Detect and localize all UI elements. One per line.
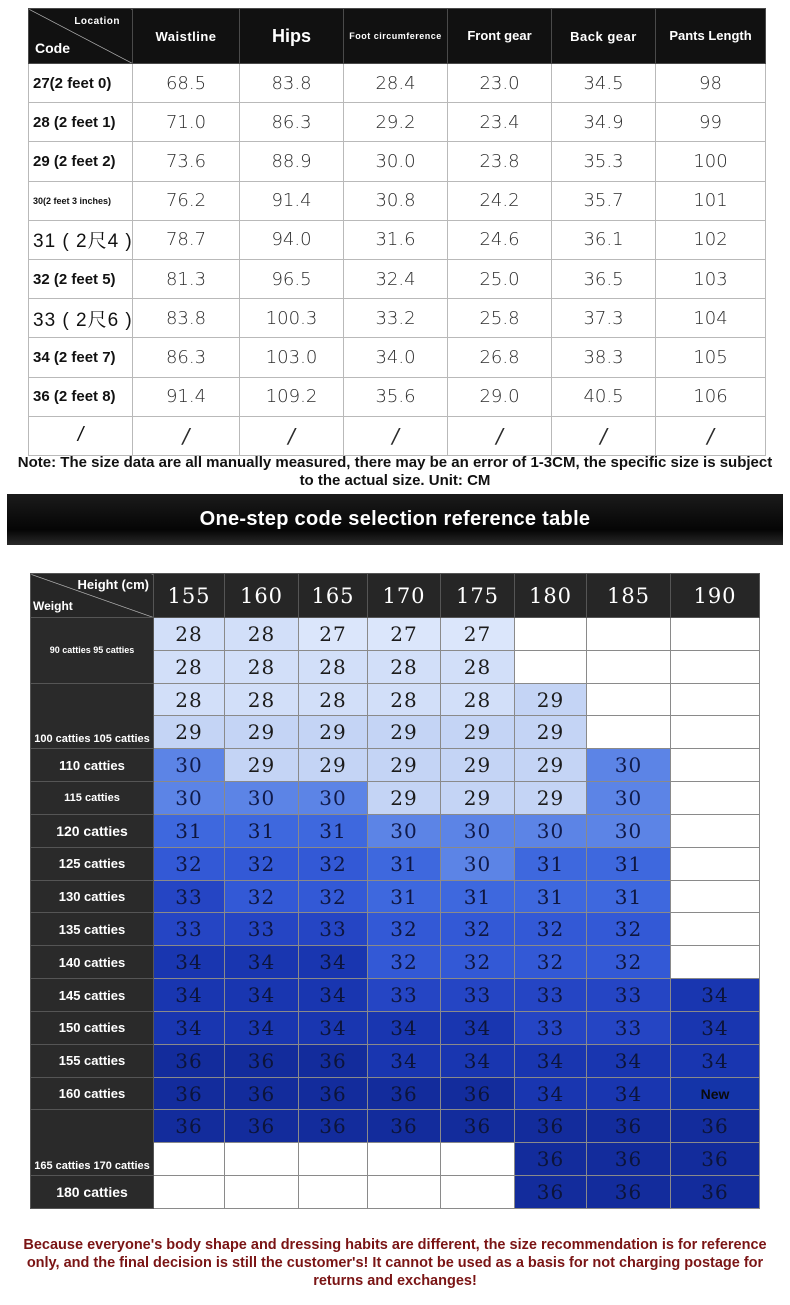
size-recommendation-cell: 32: [587, 946, 671, 979]
size-recommendation-cell: 32: [368, 946, 441, 979]
weight-label-115: 115 catties: [31, 782, 154, 815]
size-recommendation-cell: 36: [587, 1143, 671, 1176]
size-recommendation-cell: 36: [515, 1176, 587, 1209]
size-row: [29, 299, 766, 338]
size-recommendation-cell: [671, 880, 760, 913]
size-row: [29, 64, 766, 103]
size-recommendation-cell: 36: [368, 1077, 441, 1110]
weight-label-135: 135 catties: [31, 913, 154, 946]
size-recommendation-cell: 34: [368, 1044, 441, 1077]
size-recommendation-cell: 30: [154, 749, 225, 782]
size-recommendation-cell: [671, 814, 760, 847]
size-recommendation-cell: 36: [441, 1110, 515, 1143]
size-value-cell: 83.8: [133, 299, 240, 338]
size-recommendation-cell: 29: [441, 716, 515, 749]
height-header-180: 180: [515, 574, 587, 618]
height-label: Height (cm): [77, 577, 149, 592]
size-recommendation-cell: 30: [441, 847, 515, 880]
grid-row: [31, 946, 760, 979]
size-code-cell: 32 (2 feet 5): [29, 259, 133, 298]
weight-label-130: 130 catties: [31, 880, 154, 913]
size-value-cell: 29.0: [448, 377, 552, 416]
size-recommendation-cell: 34: [154, 979, 225, 1012]
weight-label-90: 90 catties 95 catties: [31, 618, 154, 684]
size-recommendation-cell: 29: [441, 782, 515, 815]
size-recommendation-cell: [671, 618, 760, 651]
code-label: Code: [35, 40, 70, 56]
size-recommendation-cell: 29: [368, 749, 441, 782]
size-row: [29, 181, 766, 220]
size-value-cell: /: [448, 416, 552, 455]
size-recommendation-cell: [671, 749, 760, 782]
weight-label-125: 125 catties: [31, 847, 154, 880]
height-header-185: 185: [587, 574, 671, 618]
weight-label-100: 100 catties 105 catties: [31, 683, 154, 749]
size-recommendation-cell: 31: [441, 880, 515, 913]
size-recommendation-cell: 33: [154, 880, 225, 913]
size-value-cell: /: [656, 416, 766, 455]
size-recommendation-cell: 34: [154, 1011, 225, 1044]
height-header-155: 155: [154, 574, 225, 618]
size-value-cell: 86.3: [133, 338, 240, 377]
header-front-gear: Front gear: [448, 9, 552, 64]
size-value-cell: 103.0: [240, 338, 344, 377]
size-recommendation-cell: [299, 1176, 368, 1209]
size-code-cell: 36 (2 feet 8): [29, 377, 133, 416]
size-recommendation-cell: 32: [368, 913, 441, 946]
size-value-cell: 24.6: [448, 220, 552, 259]
header-pants-length: Pants Length: [656, 9, 766, 64]
size-code-cell: 30(2 feet 3 inches): [29, 181, 133, 220]
size-recommendation-cell: 36: [515, 1143, 587, 1176]
grid-row: [31, 979, 760, 1012]
size-recommendation-cell: 28: [299, 683, 368, 716]
size-recommendation-cell: 28: [154, 650, 225, 683]
size-recommendation-cell: 31: [515, 880, 587, 913]
size-recommendation-cell: 30: [515, 814, 587, 847]
size-value-cell: 73.6: [133, 142, 240, 181]
size-recommendation-cell: 31: [515, 847, 587, 880]
size-code-cell: 31 ( 2尺4 ): [29, 220, 133, 259]
size-value-cell: 31.6: [344, 220, 448, 259]
size-row: [29, 142, 766, 181]
size-value-cell: 32.4: [344, 259, 448, 298]
size-recommendation-cell: [671, 716, 760, 749]
size-row: [29, 377, 766, 416]
size-recommendation-cell: 33: [587, 1011, 671, 1044]
size-value-cell: 35.3: [552, 142, 656, 181]
size-recommendation-cell: [587, 650, 671, 683]
grid-row: [31, 1110, 760, 1143]
size-recommendation-cell: 30: [154, 782, 225, 815]
weight-label: Weight: [33, 599, 73, 613]
size-value-cell: 100.3: [240, 299, 344, 338]
size-value-cell: 38.3: [552, 338, 656, 377]
size-value-cell: 36.1: [552, 220, 656, 259]
size-recommendation-cell: 31: [154, 814, 225, 847]
size-recommendation-cell: 27: [299, 618, 368, 651]
size-recommendation-cell: 34: [299, 1011, 368, 1044]
size-recommendation-cell: 34: [299, 946, 368, 979]
grid-row: [31, 1176, 760, 1209]
size-value-cell: 96.5: [240, 259, 344, 298]
grid-header-row: [31, 574, 760, 618]
weight-label-165: 165 catties 170 catties: [31, 1110, 154, 1176]
height-header-160: 160: [225, 574, 299, 618]
size-recommendation-cell: 34: [154, 946, 225, 979]
grid-row: [31, 814, 760, 847]
size-value-cell: 40.5: [552, 377, 656, 416]
size-recommendation-cell: 29: [225, 749, 299, 782]
size-recommendation-cell: 29: [515, 749, 587, 782]
size-recommendation-cell: 29: [515, 782, 587, 815]
size-recommendation-cell: [225, 1143, 299, 1176]
size-value-cell: 83.8: [240, 64, 344, 103]
size-recommendation-cell: 28: [368, 650, 441, 683]
size-recommendation-cell: 28: [225, 683, 299, 716]
size-table-header-row: [29, 9, 766, 64]
size-recommendation-cell: 27: [368, 618, 441, 651]
size-recommendation-cell: 34: [515, 1077, 587, 1110]
size-table-body: [29, 64, 766, 456]
height-header-170: 170: [368, 574, 441, 618]
size-value-cell: 33.2: [344, 299, 448, 338]
size-recommendation-cell: 36: [154, 1077, 225, 1110]
size-recommendation-cell: [368, 1143, 441, 1176]
size-recommendation-cell: 34: [441, 1011, 515, 1044]
size-value-cell: 23.4: [448, 103, 552, 142]
size-recommendation-cell: 32: [299, 880, 368, 913]
size-recommendation-cell: [515, 650, 587, 683]
size-recommendation-cell: 36: [671, 1143, 760, 1176]
size-recommendation-cell: [587, 716, 671, 749]
weight-label-145: 145 catties: [31, 979, 154, 1012]
size-recommendation-cell: 28: [368, 683, 441, 716]
size-recommendation-cell: 34: [225, 1011, 299, 1044]
size-value-cell: 30.8: [344, 181, 448, 220]
size-code-cell: 27(2 feet 0): [29, 64, 133, 103]
size-recommendation-cell: 36: [299, 1044, 368, 1077]
size-recommendation-cell: 29: [299, 749, 368, 782]
size-value-cell: 102: [656, 220, 766, 259]
size-recommendation-cell: [368, 1176, 441, 1209]
size-value-cell: 100: [656, 142, 766, 181]
size-recommendation-cell: 31: [368, 880, 441, 913]
size-recommendation-cell: [587, 618, 671, 651]
size-value-cell: 94.0: [240, 220, 344, 259]
size-row: [29, 103, 766, 142]
size-code-cell: 33 ( 2尺6 ): [29, 299, 133, 338]
size-value-cell: 104: [656, 299, 766, 338]
size-value-cell: 29.2: [344, 103, 448, 142]
grid-row: [31, 1044, 760, 1077]
grid-row: [31, 1077, 760, 1110]
grid-body: [31, 618, 760, 1209]
size-value-cell: 34.5: [552, 64, 656, 103]
size-recommendation-cell: [671, 847, 760, 880]
size-recommendation-cell: 33: [441, 979, 515, 1012]
weight-label-110: 110 catties: [31, 749, 154, 782]
size-recommendation-cell: 34: [587, 1044, 671, 1077]
weight-label-155: 155 catties: [31, 1044, 154, 1077]
grid-row: [31, 913, 760, 946]
size-recommendation-cell: 34: [671, 1044, 760, 1077]
size-recommendation-cell: 31: [299, 814, 368, 847]
grid-row: [31, 618, 760, 651]
size-recommendation-cell: 32: [225, 847, 299, 880]
size-value-cell: 88.9: [240, 142, 344, 181]
size-value-cell: 36.5: [552, 259, 656, 298]
size-value-cell: /: [240, 416, 344, 455]
size-value-cell: 23.8: [448, 142, 552, 181]
size-recommendation-cell: [587, 683, 671, 716]
size-recommendation-cell: 30: [368, 814, 441, 847]
size-recommendation-cell: 34: [515, 1044, 587, 1077]
size-recommendation-cell: 33: [515, 979, 587, 1012]
size-recommendation-cell: 34: [225, 979, 299, 1012]
grid-row: [31, 880, 760, 913]
size-value-cell: 26.8: [448, 338, 552, 377]
header-foot-circumference: Foot circumference: [344, 9, 448, 64]
size-recommendation-cell: 32: [441, 946, 515, 979]
disclaimer-footer: Because everyone's body shape and dressing habits are different, the size recommendation is for reference only, and the final decision is still the customer's! It cannot be used as a basis for not charging postage for returns and exchanges!: [23, 1237, 767, 1289]
weight-label-180: 180 catties: [31, 1176, 154, 1209]
size-recommendation-cell: 36: [441, 1077, 515, 1110]
size-recommendation-cell: 31: [368, 847, 441, 880]
size-recommendation-cell: 32: [515, 913, 587, 946]
size-recommendation-cell: 30: [441, 814, 515, 847]
size-measurement-table: [28, 8, 766, 456]
size-recommendation-cell: [299, 1143, 368, 1176]
size-value-cell: 37.3: [552, 299, 656, 338]
size-recommendation-cell: 29: [299, 716, 368, 749]
size-value-cell: 103: [656, 259, 766, 298]
size-recommendation-cell: 36: [225, 1077, 299, 1110]
size-recommendation-cell: 33: [154, 913, 225, 946]
size-recommendation-cell: 29: [225, 716, 299, 749]
size-value-cell: 105: [656, 338, 766, 377]
size-value-cell: 35.7: [552, 181, 656, 220]
size-recommendation-cell: 36: [368, 1110, 441, 1143]
size-recommendation-cell: 33: [368, 979, 441, 1012]
size-recommendation-cell: [671, 913, 760, 946]
size-recommendation-cell: 30: [299, 782, 368, 815]
size-value-cell: 106: [656, 377, 766, 416]
size-code-cell: 29 (2 feet 2): [29, 142, 133, 181]
size-recommendation-cell: 32: [441, 913, 515, 946]
size-recommendation-cell: 36: [299, 1110, 368, 1143]
size-value-cell: 98: [656, 64, 766, 103]
size-recommendation-cell: 34: [368, 1011, 441, 1044]
size-recommendation-cell: 29: [368, 716, 441, 749]
size-recommendation-cell: 32: [299, 847, 368, 880]
size-recommendation-cell: 30: [587, 814, 671, 847]
size-row: [29, 220, 766, 259]
height-header-190: 190: [671, 574, 760, 618]
weight-label-140: 140 catties: [31, 946, 154, 979]
size-recommendation-cell: 33: [587, 979, 671, 1012]
size-recommendation-cell: 33: [225, 913, 299, 946]
size-recommendation-cell: 31: [587, 847, 671, 880]
size-recommendation-cell: 36: [671, 1110, 760, 1143]
size-value-cell: 34.0: [344, 338, 448, 377]
size-value-cell: 99: [656, 103, 766, 142]
size-recommendation-cell: [225, 1176, 299, 1209]
size-recommendation-cell: 30: [587, 749, 671, 782]
grid-row: [31, 1011, 760, 1044]
size-recommendation-cell: 29: [441, 749, 515, 782]
size-recommendation-cell: 34: [587, 1077, 671, 1110]
size-recommendation-cell: 28: [225, 618, 299, 651]
size-value-cell: 91.4: [133, 377, 240, 416]
size-recommendation-cell: 28: [441, 650, 515, 683]
size-recommendation-cell: [671, 683, 760, 716]
size-recommendation-cell: 27: [441, 618, 515, 651]
size-value-cell: 25.0: [448, 259, 552, 298]
size-value-cell: 101: [656, 181, 766, 220]
size-recommendation-cell: 36: [154, 1110, 225, 1143]
size-recommendation-cell: 30: [587, 782, 671, 815]
size-recommendation-cell: 36: [515, 1110, 587, 1143]
location-label: Location: [74, 16, 120, 27]
size-value-cell: 68.5: [133, 64, 240, 103]
size-code-cell: /: [29, 416, 133, 455]
size-value-cell: 25.8: [448, 299, 552, 338]
size-recommendation-cell: 36: [154, 1044, 225, 1077]
size-recommendation-cell: 32: [154, 847, 225, 880]
size-value-cell: 91.4: [240, 181, 344, 220]
size-recommendation-cell: 32: [515, 946, 587, 979]
size-recommendation-cell: [671, 782, 760, 815]
height-header-165: 165: [299, 574, 368, 618]
size-value-cell: 34.9: [552, 103, 656, 142]
size-recommendation-cell: 28: [225, 650, 299, 683]
size-recommendation-cell: 29: [515, 683, 587, 716]
size-value-cell: 71.0: [133, 103, 240, 142]
grid-row: [31, 847, 760, 880]
size-recommendation-cell: 33: [299, 913, 368, 946]
size-recommendation-cell: 34: [671, 1011, 760, 1044]
size-recommendation-cell: [154, 1143, 225, 1176]
size-recommendation-cell: 36: [299, 1077, 368, 1110]
size-value-cell: 24.2: [448, 181, 552, 220]
size-recommendation-cell: 31: [587, 880, 671, 913]
header-waistline: Waistline: [133, 9, 240, 64]
size-recommendation-cell: 36: [671, 1176, 760, 1209]
size-value-cell: /: [344, 416, 448, 455]
size-recommendation-cell: 34: [441, 1044, 515, 1077]
size-recommendation-cell: [441, 1143, 515, 1176]
size-value-cell: 28.4: [344, 64, 448, 103]
size-recommendation-cell: 29: [154, 716, 225, 749]
height-weight-grid: [30, 573, 760, 1209]
size-value-cell: 78.7: [133, 220, 240, 259]
size-recommendation-cell: [671, 946, 760, 979]
size-table-corner-cell: [29, 9, 133, 64]
size-value-cell: 76.2: [133, 181, 240, 220]
grid-row: [31, 683, 760, 716]
size-recommendation-cell: 36: [587, 1176, 671, 1209]
size-code-cell: 28 (2 feet 1): [29, 103, 133, 142]
size-value-cell: 86.3: [240, 103, 344, 142]
size-recommendation-cell: 36: [225, 1110, 299, 1143]
size-recommendation-cell: [515, 618, 587, 651]
header-back-gear: Back gear: [552, 9, 656, 64]
height-header-175: 175: [441, 574, 515, 618]
size-row: [29, 338, 766, 377]
size-value-cell: /: [552, 416, 656, 455]
size-recommendation-cell: 32: [587, 913, 671, 946]
size-recommendation-cell: 28: [154, 683, 225, 716]
size-recommendation-cell: 28: [441, 683, 515, 716]
size-recommendation-cell: 30: [225, 782, 299, 815]
weight-label-150: 150 catties: [31, 1011, 154, 1044]
size-recommendation-cell: 28: [299, 650, 368, 683]
size-recommendation-cell: 31: [225, 814, 299, 847]
grid-row: [31, 782, 760, 815]
grid-corner-cell: [31, 574, 154, 618]
size-recommendation-cell: 34: [299, 979, 368, 1012]
header-hips: Hips: [240, 9, 344, 64]
size-code-cell: 34 (2 feet 7): [29, 338, 133, 377]
weight-label-120: 120 catties: [31, 814, 154, 847]
size-recommendation-cell: [671, 650, 760, 683]
size-recommendation-cell: 34: [671, 979, 760, 1012]
size-recommendation-cell: 32: [225, 880, 299, 913]
size-recommendation-cell: [154, 1176, 225, 1209]
size-value-cell: 109.2: [240, 377, 344, 416]
size-recommendation-cell: 29: [515, 716, 587, 749]
grid-row: [31, 749, 760, 782]
size-recommendation-cell: 33: [515, 1011, 587, 1044]
size-recommendation-cell: 34: [225, 946, 299, 979]
size-row: [29, 416, 766, 455]
size-recommendation-cell: 36: [225, 1044, 299, 1077]
size-recommendation-cell: [441, 1176, 515, 1209]
weight-label-160: 160 catties: [31, 1077, 154, 1110]
size-recommendation-cell: New: [671, 1077, 760, 1110]
size-recommendation-cell: 36: [587, 1110, 671, 1143]
size-value-cell: 23.0: [448, 64, 552, 103]
size-value-cell: 81.3: [133, 259, 240, 298]
measurement-note: Note: The size data are all manually measured, there may be an error of 1-3CM, the specific size is subject to the actual size. Unit: CM: [17, 454, 773, 489]
size-value-cell: /: [133, 416, 240, 455]
size-value-cell: 30.0: [344, 142, 448, 181]
section-banner: One-step code selection reference table: [7, 494, 783, 545]
size-recommendation-cell: 29: [368, 782, 441, 815]
size-value-cell: 35.6: [344, 377, 448, 416]
size-row: [29, 259, 766, 298]
size-recommendation-cell: 28: [154, 618, 225, 651]
